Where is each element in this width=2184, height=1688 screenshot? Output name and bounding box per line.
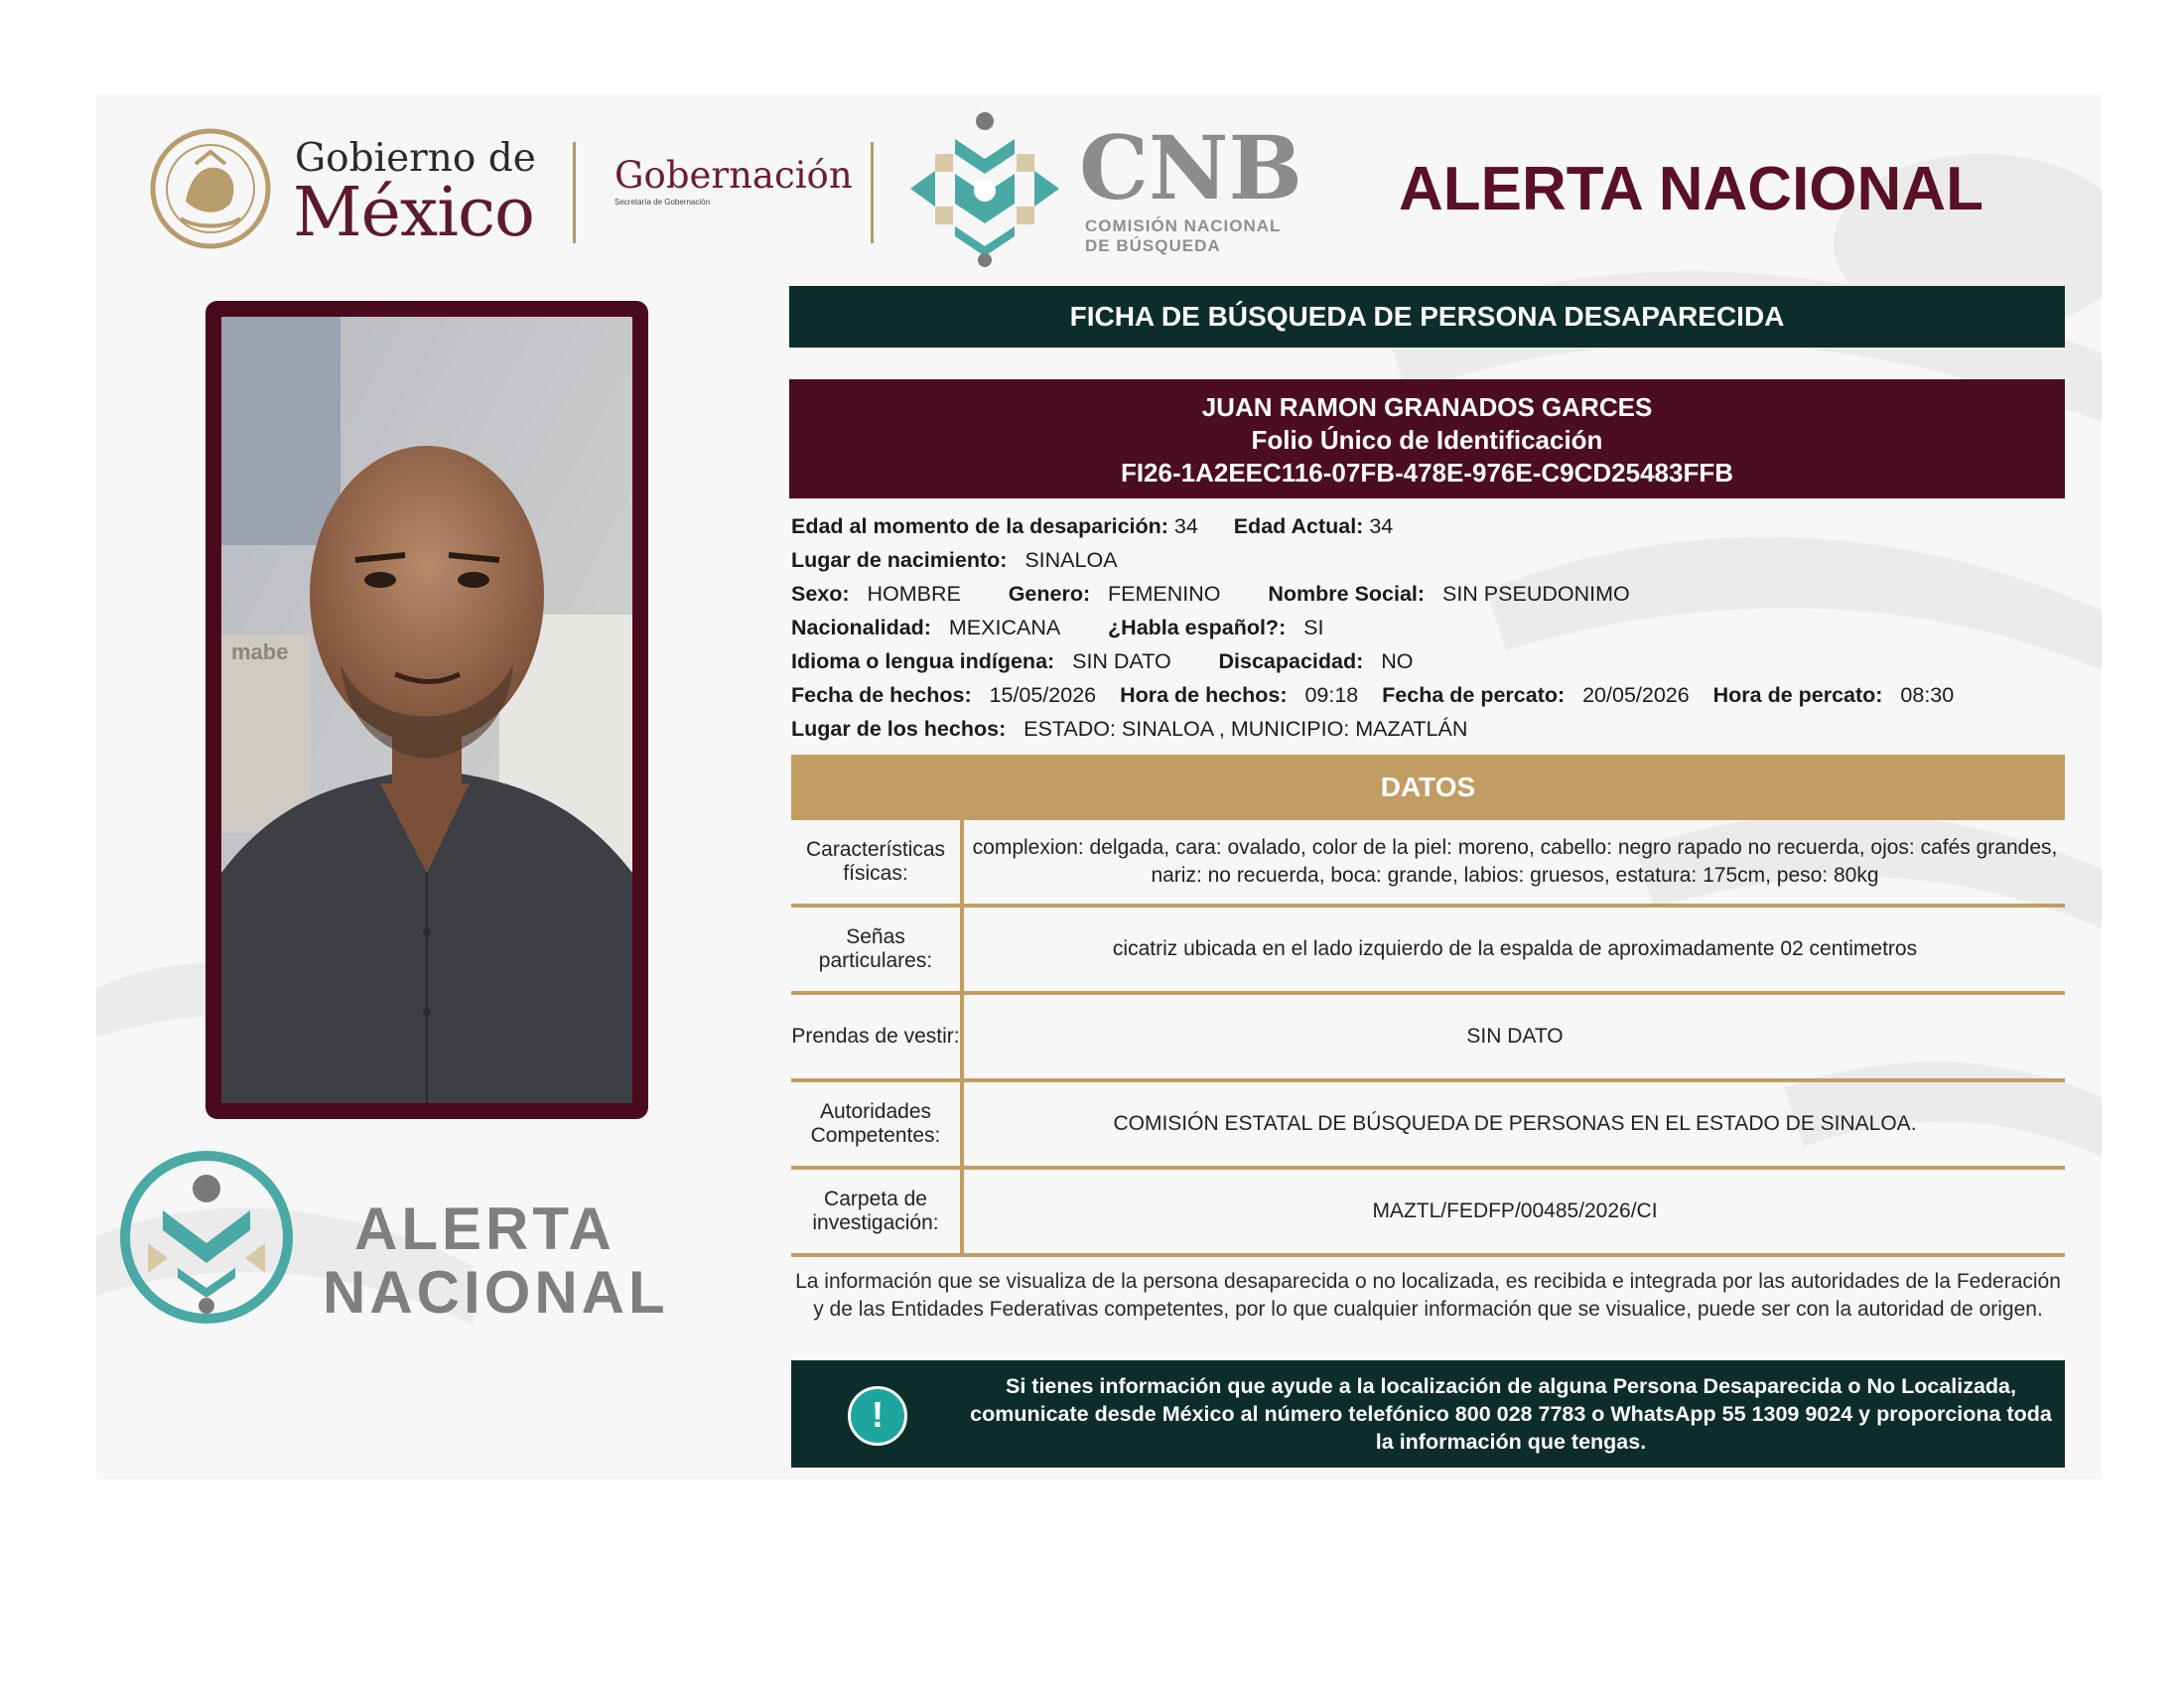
datos-row bbox=[791, 1082, 2065, 1170]
fecha-hechos-value: 15/05/2026 bbox=[989, 683, 1097, 707]
datos-row-label: Características físicas: bbox=[791, 820, 964, 904]
cnb-logo-icon bbox=[905, 109, 1064, 268]
datos-row bbox=[791, 1170, 2065, 1257]
ficha-title: FICHA DE BÚSQUEDA DE PERSONA DESAPARECIDA bbox=[789, 286, 2065, 348]
person-photo-illustration bbox=[221, 317, 632, 1103]
info-line-nacimiento bbox=[791, 548, 1124, 573]
lugar-nacimiento-label: Lugar de nacimiento: bbox=[791, 548, 1008, 572]
datos-row bbox=[791, 995, 2065, 1082]
alerta-logo-line2: NACIONAL bbox=[323, 1259, 669, 1326]
habla-espanol-value: SI bbox=[1303, 616, 1324, 639]
datos-title: DATOS bbox=[791, 755, 2065, 820]
discapacidad-label: Discapacidad: bbox=[1218, 649, 1364, 673]
sexo-value: HOMBRE bbox=[867, 582, 961, 606]
person-name: JUAN RAMON GRANADOS GARCES bbox=[1201, 392, 1653, 422]
genero-value: FEMENINO bbox=[1108, 582, 1221, 606]
header-divider bbox=[871, 142, 874, 243]
gobernacion-logo: Gobernación bbox=[614, 154, 853, 197]
lugar-hechos-value: ESTADO: SINALOA , MUNICIPIO: MAZATLÁN bbox=[1024, 717, 1468, 741]
datos-row-value: complexion: delgada, cara: ovalado, color de la piel: moreno, cabello: negro rapado no recuerda, ojos: cafés grandes, nariz: no recuerda, boca: grande, labios: gruesos, estatura: 175cm, peso: 80kg bbox=[972, 836, 2058, 887]
datos-row-value: MAZTL/FEDFP/00485/2026/CI bbox=[1372, 1199, 1658, 1222]
person-photo bbox=[221, 317, 632, 1103]
datos-row bbox=[791, 820, 2065, 908]
gobierno-line2: México bbox=[293, 174, 534, 252]
hora-percato-value: 08:30 bbox=[1900, 683, 1955, 707]
info-line-lugar-hechos bbox=[791, 717, 1473, 742]
disclaimer-text: La información que se visualiza de la persona desaparecida o no localizada, es recibida e integrada por las autoridades de la Federación y de las Entidades Federativas competentes, por lo que cualquier información que se visualice, puede ser con la autoridad de origen. bbox=[795, 1270, 2061, 1321]
person-header bbox=[789, 379, 2065, 498]
contact-text: Si tienes información que ayude a la localización de alguna Persona Desaparecida o No Localizada, comunicate desde México al número telefónico 800 028 7783 o WhatsApp 55 1309 9024 y proporciona toda la información que tengas. bbox=[970, 1374, 2052, 1454]
exclamation-icon: ! bbox=[848, 1386, 907, 1446]
datos-row-label: Autoridades Competentes: bbox=[791, 1082, 964, 1166]
info-line-fechas bbox=[791, 683, 1960, 708]
header-divider bbox=[573, 142, 576, 243]
discapacidad-value: NO bbox=[1381, 649, 1414, 673]
fecha-percato-value: 20/05/2026 bbox=[1582, 683, 1690, 707]
nacionalidad-label: Nacionalidad: bbox=[791, 616, 931, 639]
nombre-social-value: SIN PSEUDONIMO bbox=[1441, 582, 1630, 606]
folio-number: FI26-1A2EEC116-07FB-478E-976E-C9CD25483FFB bbox=[1120, 458, 1734, 488]
cnb-subtitle bbox=[1085, 216, 1281, 256]
coat-of-arms-icon bbox=[146, 124, 275, 253]
edad-actual-label: Edad Actual: bbox=[1233, 514, 1364, 538]
folio-label: Folio Único de Identificación bbox=[1251, 425, 1603, 455]
photo-watermark: mabe bbox=[231, 639, 289, 664]
alert-title: ALERTA NACIONAL bbox=[1399, 155, 1983, 223]
habla-espanol-label: ¿Habla español?: bbox=[1108, 616, 1287, 639]
datos-row-label: Prendas de vestir: bbox=[791, 995, 964, 1078]
cnb-logo-text: CNB bbox=[1079, 116, 1302, 219]
datos-row-label: Señas particulares: bbox=[791, 908, 964, 991]
cnb-subtitle-line1: COMISIÓN NACIONAL bbox=[1085, 216, 1282, 235]
datos-row bbox=[791, 908, 2065, 995]
hora-hechos-label: Hora de hechos: bbox=[1120, 683, 1288, 707]
contact-banner bbox=[791, 1360, 2065, 1468]
nacionalidad-value: MEXICANA bbox=[948, 616, 1061, 639]
hora-hechos-value: 09:18 bbox=[1304, 683, 1359, 707]
edad-desaparicion-value: 34 bbox=[1173, 514, 1198, 538]
photo-frame bbox=[205, 301, 648, 1119]
info-line-idioma bbox=[791, 649, 1419, 674]
hora-percato-label: Hora de percato: bbox=[1712, 683, 1883, 707]
cnb-subtitle-line2: DE BÚSQUEDA bbox=[1085, 236, 1221, 255]
edad-actual-value: 34 bbox=[1369, 514, 1394, 538]
idioma-label: Idioma o lengua indígena: bbox=[791, 649, 1055, 673]
alerta-nacional-logo-icon bbox=[118, 1149, 295, 1326]
fecha-hechos-label: Fecha de hechos: bbox=[791, 683, 972, 707]
info-line-edad bbox=[791, 514, 1399, 539]
genero-label: Genero: bbox=[1008, 582, 1091, 606]
info-line-sexo bbox=[791, 582, 1636, 607]
datos-row-value: cicatriz ubicada en el lado izquierdo de la espalda de aproximadamente 02 centimetros bbox=[1112, 937, 1918, 960]
idioma-value: SIN DATO bbox=[1072, 649, 1171, 673]
sexo-label: Sexo: bbox=[791, 582, 850, 606]
edad-desaparicion-label: Edad al momento de la desaparición: bbox=[791, 514, 1168, 538]
alert-poster bbox=[96, 94, 2102, 1479]
nombre-social-label: Nombre Social: bbox=[1268, 582, 1426, 606]
alerta-logo-line1: ALERTA bbox=[354, 1196, 615, 1262]
datos-row-value: SIN DATO bbox=[1466, 1025, 1564, 1048]
lugar-nacimiento-value: SINALOA bbox=[1024, 548, 1118, 572]
lugar-hechos-label: Lugar de los hechos: bbox=[791, 717, 1007, 741]
gobierno-line1: Gobierno de bbox=[295, 136, 536, 181]
datos-row-label: Carpeta de investigación: bbox=[791, 1170, 964, 1253]
fecha-percato-label: Fecha de percato: bbox=[1382, 683, 1566, 707]
datos-row-value: COMISIÓN ESTATAL DE BÚSQUEDA DE PERSONAS EN EL ESTADO DE SINALOA. bbox=[1113, 1112, 1917, 1135]
info-line-nacionalidad bbox=[791, 616, 1329, 640]
gobernacion-subtitle: Secretaría de Gobernación bbox=[614, 198, 711, 207]
